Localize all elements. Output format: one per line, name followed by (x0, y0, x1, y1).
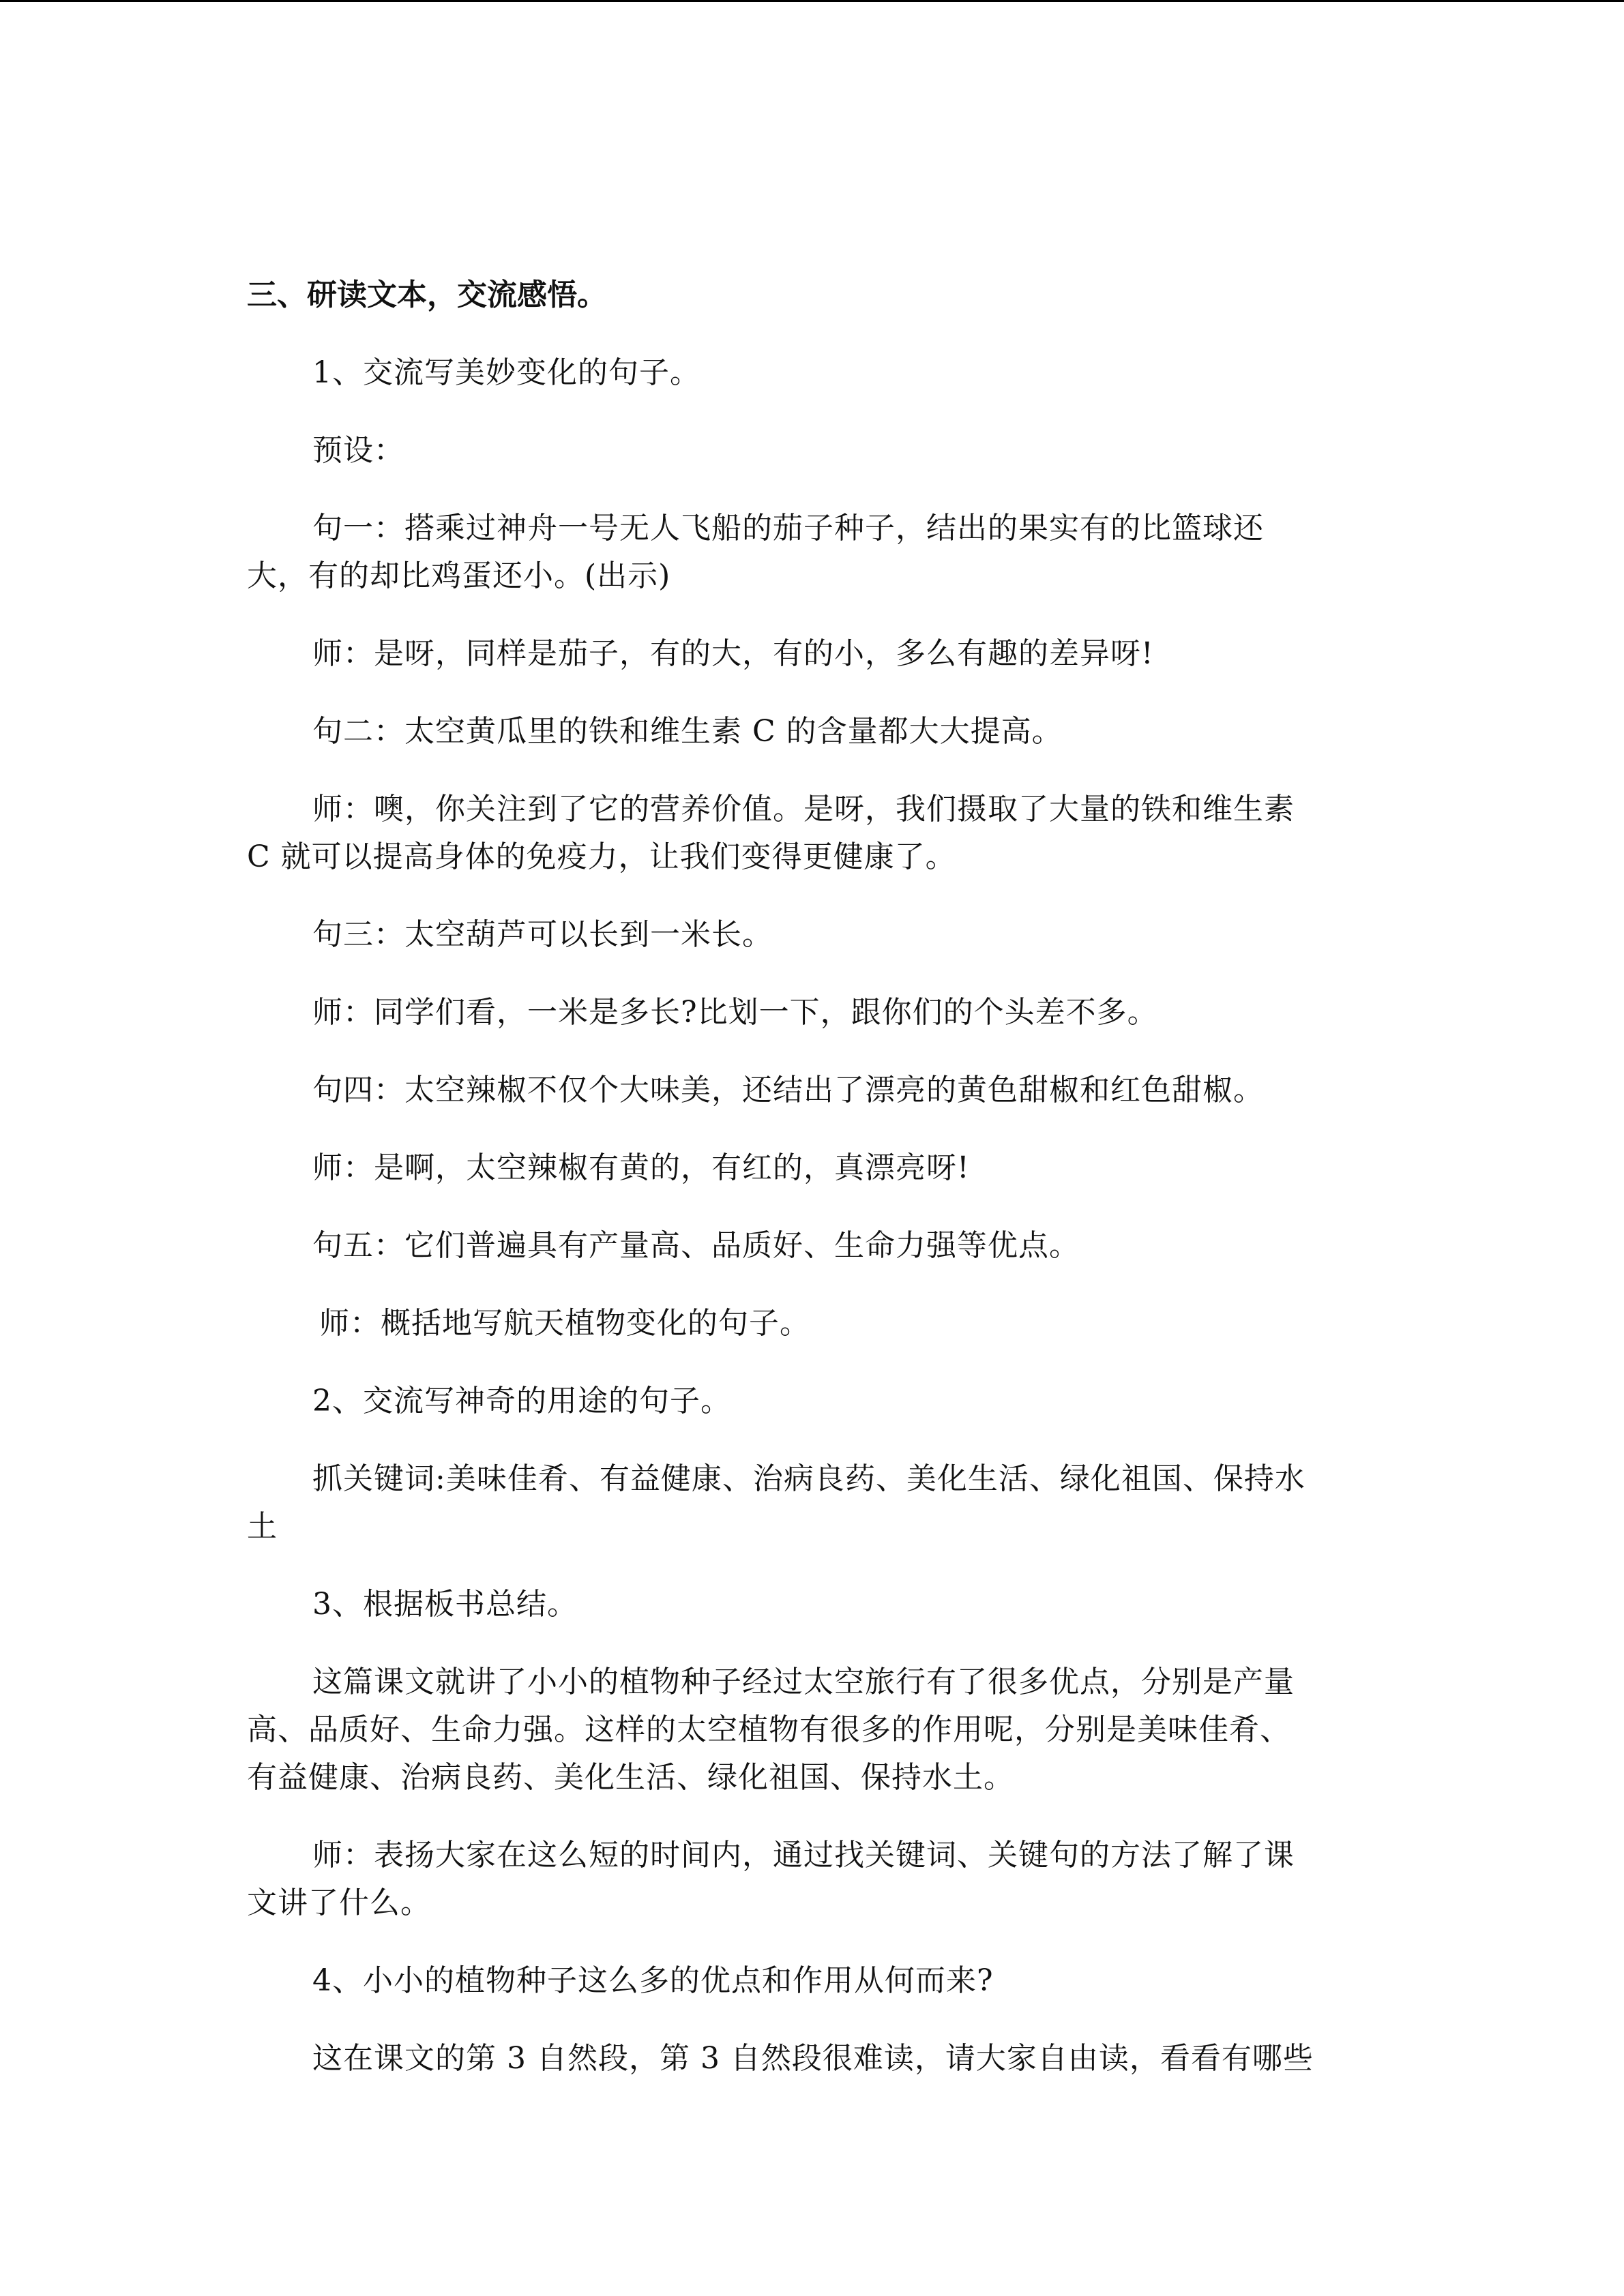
paragraph-line: 2、交流写神奇的用途的句子。 (312, 1384, 731, 1418)
paragraph-line: C 就可以提高身体的免疫力，让我们变得更健康了。 (247, 839, 956, 874)
paragraph-line: 这在课文的第 3 自然段，第 3 自然段很难读，请大家自由读，看看有哪些 (312, 2041, 1314, 2076)
section-heading: 三、研读文本，交流感悟。 (247, 278, 607, 312)
paragraph-line: 文讲了什么。 (247, 1885, 431, 1920)
paragraph-line: 4、小小的植物种子这么多的优点和作用从何而来? (312, 1963, 994, 1998)
paragraph-line: 句三：太空葫芦可以长到一米长。 (312, 917, 773, 952)
paragraph-12 (247, 1300, 1379, 1347)
paragraph-line: 师：概括地写航天植物变化的句子。 (319, 1306, 810, 1341)
paragraph-15 (247, 1581, 1379, 1628)
paragraph-line: 3、根据板书总结。 (312, 1587, 578, 1622)
paragraph-7 (247, 911, 1379, 959)
paragraph-14 (247, 1455, 1379, 1551)
paragraph-19 (247, 2035, 1379, 2083)
paragraph-line: 有益健康、治病良药、美化生活、绿化祖国、保持水土。 (247, 1760, 1014, 1795)
paragraph-line: 师：同学们看，一米是多长?比划一下，跟你们的个头差不多。 (312, 995, 1158, 1030)
paragraph-line: 大，有的却比鸡蛋还小。(出示) (247, 558, 671, 593)
paragraph-line: 预设： (312, 433, 404, 468)
paragraph-3 (247, 505, 1379, 600)
paragraph-line: 高、品质好、生命力强。这样的太空植物有很多的作用呢，分别是美味佳肴、 (247, 1712, 1290, 1747)
paragraph-line: 句五：它们普遍具有产量高、品质好、生命力强等优点。 (312, 1228, 1080, 1263)
paragraph-2 (247, 427, 1379, 475)
paragraph-line: 抓关键词:美味佳肴、有益健康、治病良药、美化生活、绿化祖国、保持水 (312, 1461, 1305, 1496)
paragraph-line: 师：表扬大家在这么短的时间内，通过找关键词、关键句的方法了解了课 (312, 1838, 1295, 1873)
document-page (247, 271, 1379, 2113)
paragraph-line: 师：是呀，同样是茄子，有的大，有的小，多么有趣的差异呀! (312, 636, 1154, 671)
paragraph-8 (247, 989, 1379, 1037)
paragraph-line: 师：噢，你关注到了它的营养价值。是呀，我们摄取了大量的铁和维生素 (312, 792, 1295, 826)
paragraph-line: 1、交流写美妙变化的句子。 (312, 355, 700, 390)
paragraph-17 (247, 1832, 1379, 1927)
paragraph-line: 土 (247, 1509, 278, 1544)
paragraph-9 (247, 1067, 1379, 1114)
paragraph-1 (247, 349, 1379, 397)
paragraph-16 (247, 1658, 1379, 1802)
paragraph-11 (247, 1222, 1379, 1270)
paragraph-18 (247, 1957, 1379, 2005)
paragraph-10 (247, 1144, 1379, 1192)
paragraph-13 (247, 1377, 1379, 1425)
paragraph-line: 句四：太空辣椒不仅个大味美，还结出了漂亮的黄色甜椒和红色甜椒。 (312, 1073, 1264, 1107)
paragraph-6 (247, 786, 1379, 881)
paragraph-line: 句一：搭乘过神舟一号无人飞船的茄子种子，结出的果实有的比篮球还 (312, 511, 1264, 546)
paragraph-line: 这篇课文就讲了小小的植物种子经过太空旅行有了很多优点，分别是产量 (312, 1665, 1295, 1699)
page-top-border (0, 0, 1624, 2)
paragraph-line: 师：是啊，太空辣椒有黄的，有红的，真漂亮呀! (312, 1150, 970, 1185)
paragraph-line: 句二：太空黄瓜里的铁和维生素 C 的含量都大大提高。 (312, 714, 1063, 749)
paragraph-4 (247, 630, 1379, 678)
paragraph-5 (247, 708, 1379, 756)
